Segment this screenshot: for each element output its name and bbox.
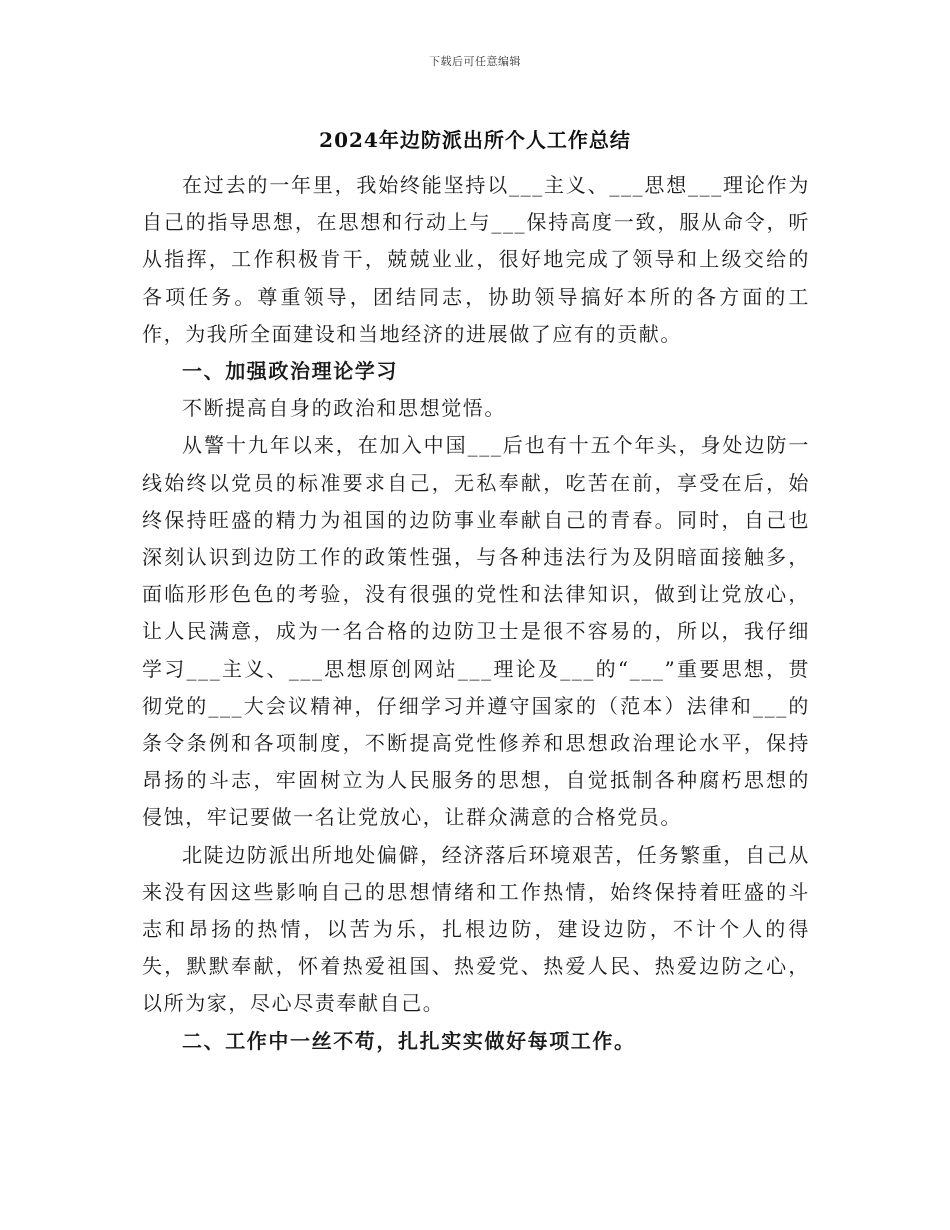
section-heading-1: 一、加强政治理论学习 bbox=[182, 359, 398, 384]
document-body bbox=[142, 167, 810, 1060]
paragraph-service-history: 从警十九年以来，在加入中国___后也有十五个年头，身处边防一线始终以党员的标准要求自己，无私奉献，吃苦在前，享受在后，始终保持旺盛的精力为祖国的边防事业奉献自己的青春。同时，自己也深刻认识到边防工作的政策性强，与各种违法行为及阴暗面接触多，面临形形色色的考验，没有很强的党性和法律知识，做到让党放心，让人民满意，成为一名合格的边防卫士是很不容易的，所以，我仔细学习___主义、___思想原创网站___理论及___的“___”重要思想，贯彻党的___大会议精神，仔细学习并遵守国家的（范本）法律和___的条令条例和各项制度，不断提高党性修养和思想政治理论水平，保持昂扬的斗志，牢固树立为人民服务的思想，自觉抵制各种腐朽思想的侵蚀，牢记要做一名让党放心，让群众满意的合格党员。 bbox=[142, 433, 810, 830]
paragraph-subheading: 不断提高自身的政治和思想觉悟。 bbox=[182, 396, 506, 421]
paragraph-beidou-station: 北陡边防派出所地处偏僻，经济落后环境艰苦，任务繁重，自己从来没有因这些影响自己的思想情绪和工作热情，始终保持着旺盛的斗志和昂扬的热情，以苦为乐，扎根边防，建设边防，不计个人的得失，默默奉献，怀着热爱祖国、热爱党、热爱人民、热爱边防之心，以所为家，尽心尽责奉献自己。 bbox=[142, 842, 810, 1016]
header-note: 下载后可任意编辑 bbox=[429, 55, 521, 68]
section-heading-2: 二、工作中一丝不苟，扎扎实实做好每项工作。 bbox=[182, 1028, 636, 1053]
document-title: 2024年边防派出所个人工作总结 bbox=[319, 128, 631, 152]
paragraph-intro: 在过去的一年里，我始终能坚持以___主义、___思想___理论作为自己的指导思想，在思想和行动上与___保持高度一致，服从命令，听从指挥，工作积极肯干，兢兢业业，很好地完成了领导和上级交给的各项任务。尊重领导，团结同志，协助领导搞好本所的各方面的工作，为我所全面建设和当地经济的进展做了应有的贡献。 bbox=[142, 173, 810, 346]
